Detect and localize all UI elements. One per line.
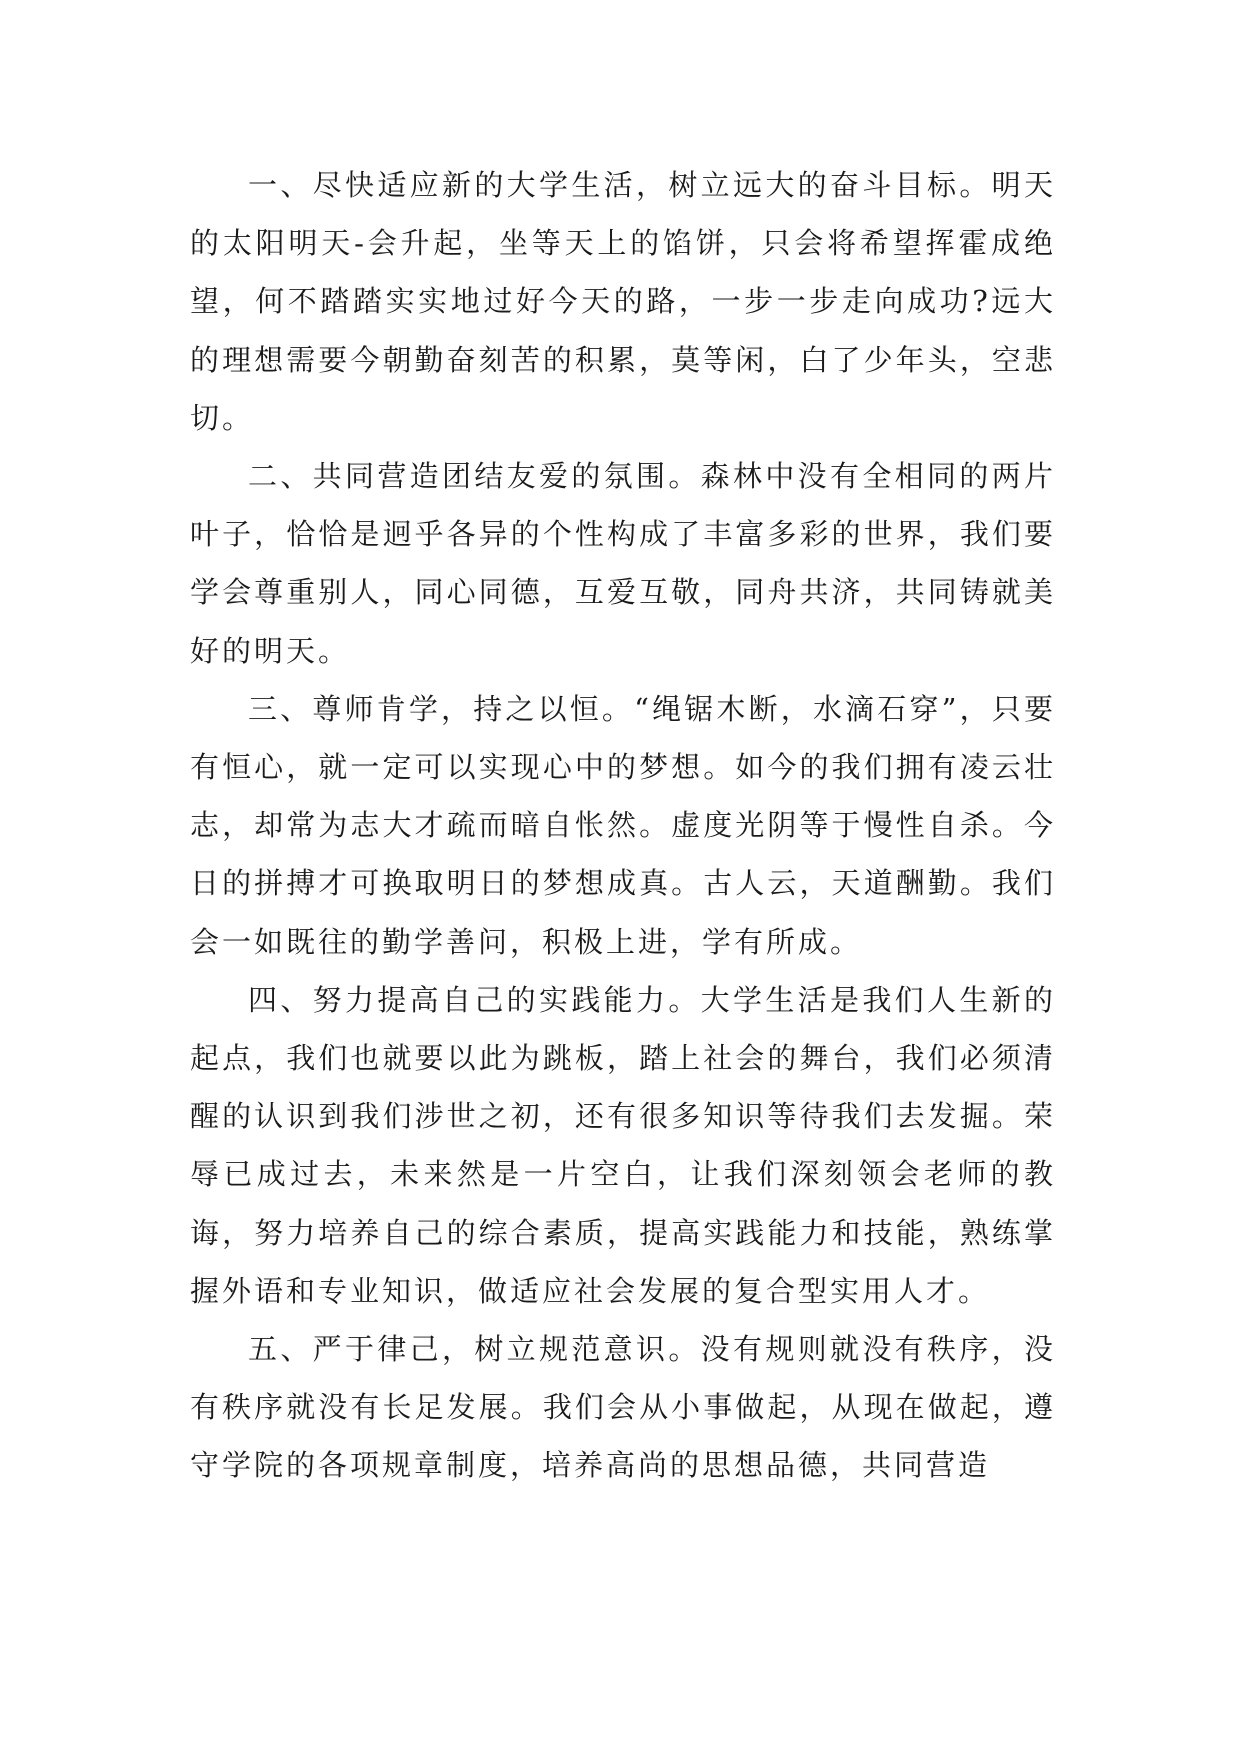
- paragraph-1: 一、尽快适应新的大学生活，树立远大的奋斗目标。明天的太阳明天-会升起，坐等天上的馅饼，只会将希望挥霍成绝望，何不踏踏实实地过好今天的路，一步一步走向成功?远大的理想需要今朝勤奋刻苦的积累，莫等闲，白了少年头，空悲切。: [190, 168, 1056, 435]
- paragraph-5: 五、严于律己，树立规范意识。没有规则就没有秩序，没有秩序就没有长足发展。我们会从小事做起，从现在做起，遵守学院的各项规章制度，培养高尚的思想品德，共同营造: [190, 1332, 1056, 1483]
- document-body: [190, 156, 1056, 1495]
- paragraph-3: 三、尊师肯学，持之以恒。“绳锯木断，水滴石穿”，只要有恒心，就一定可以实现心中的梦想。如今的我们拥有凌云壮志，却常为志大才疏而暗自怅然。虚度光阴等于慢性自杀。今日的拼搏才可换取明日的梦想成真。古人云，天道酬勤。我们会一如既往的勤学善问，积极上进，学有所成。: [190, 691, 1056, 959]
- paragraph-2: 二、共同营造团结友爱的氛围。森林中没有全相同的两片叶子，恰恰是迥乎各异的个性构成了丰富多彩的世界，我们要学会尊重别人，同心同德，互爱互敬，同舟共济，共同铸就美好的明天。: [190, 459, 1056, 668]
- paragraph-4: 四、努力提高自己的实践能力。大学生活是我们人生新的起点，我们也就要以此为跳板，踏上社会的舞台，我们必须清醒的认识到我们涉世之初，还有很多知识等待我们去发掘。荣辱已成过去，未来然是一片空白，让我们深刻领会老师的教诲，努力培养自己的综合素质，提高实践能力和技能，熟练掌握外语和专业知识，做适应社会发展的复合型实用人才。: [190, 982, 1056, 1308]
